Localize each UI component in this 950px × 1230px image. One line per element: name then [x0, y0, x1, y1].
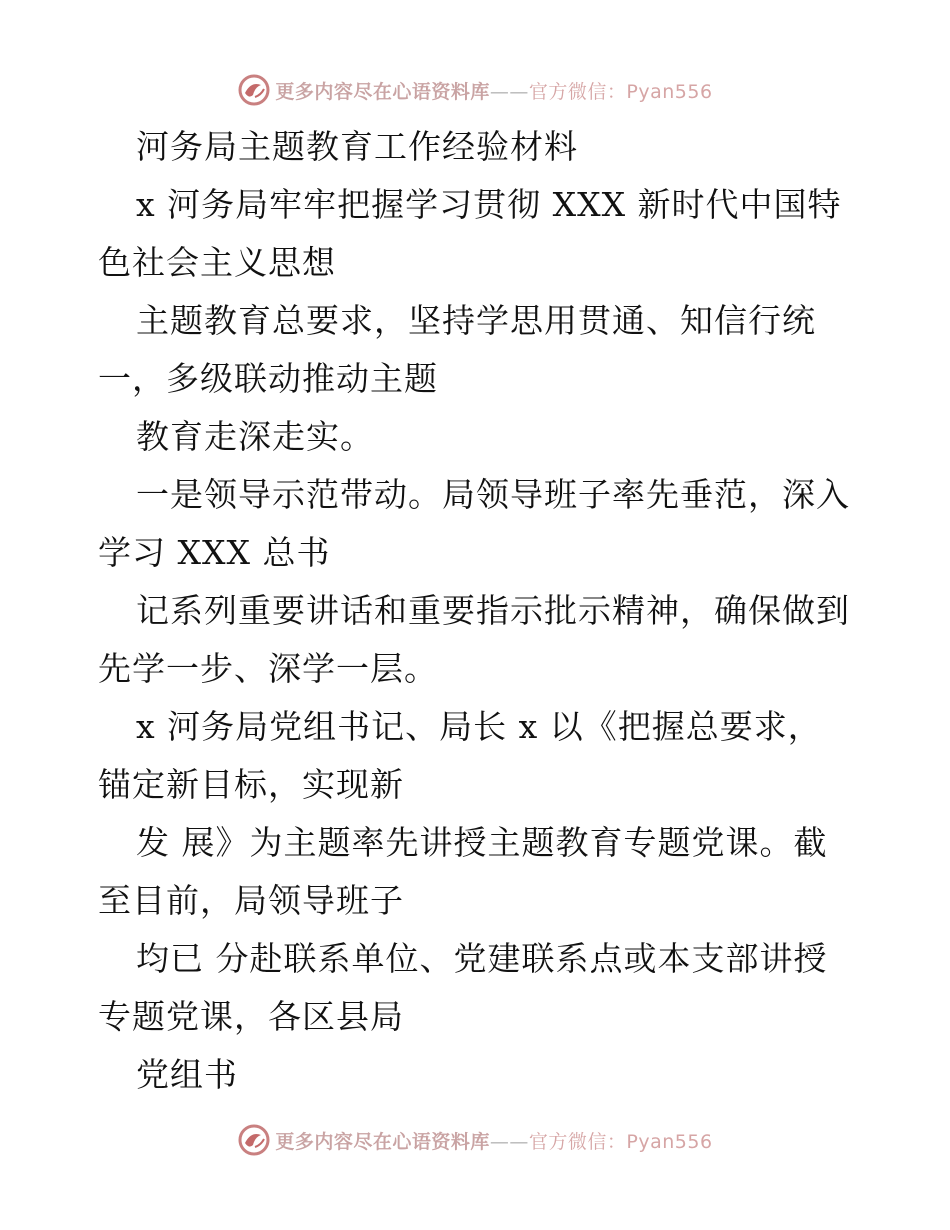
paragraph-line: 主题教育总要求，坚持学思用贯通、知信行统 [136, 301, 816, 340]
paragraph-line: 均已 分赴联系单位、党建联系点或本支部讲授 [136, 939, 828, 978]
footer-watermark-banner [0, 1120, 950, 1160]
paragraph-line: 至目前，局领导班子 [98, 881, 404, 920]
paragraph-line: 记系列重要讲话和重要指示批示精神，确保做到 [136, 591, 850, 630]
header-watermark-suffix: 官方微信：Pyan556 [528, 80, 713, 103]
paragraph-line: 发 展》为主题率先讲授主题教育专题党课。截 [136, 823, 828, 862]
paragraph-line: 党组书 [136, 1055, 238, 1094]
paragraph-line: 一是领导示范带动。局领导班子率先垂范，深入 [136, 475, 850, 514]
footer-watermark-main: 更多内容尽在心语资料库 [275, 1130, 490, 1153]
document-title: 河务局主题教育工作经验材料 [136, 127, 578, 166]
paragraph-line: x 河务局牢牢把握学习贯彻 XXX 新时代中国特 [136, 185, 842, 224]
header-watermark-main: 更多内容尽在心语资料库 [275, 80, 490, 103]
document-body [98, 118, 858, 1104]
header-watermark-text [275, 77, 712, 104]
paragraph-line: 锚定新目标，实现新 [98, 765, 404, 804]
footer-watermark-suffix: 官方微信：Pyan556 [528, 1130, 713, 1153]
swirl-seal-logo-icon [237, 73, 271, 107]
paragraph-line: 色社会主义思想 [98, 243, 336, 282]
paragraph-line: 学习 XXX 总书 [98, 533, 331, 572]
paragraph-line: x 河务局党组书记、局长 x 以《把握总要求， [136, 707, 822, 746]
paragraph-line: 一，多级联动推动主题 [98, 359, 438, 398]
swirl-seal-logo-icon [237, 1123, 271, 1157]
paragraph-line: 教育走深走实。 [136, 417, 374, 456]
header-watermark-banner [0, 70, 950, 110]
footer-watermark-text [275, 1127, 712, 1154]
paragraph-line: 先学一步、深学一层。 [98, 649, 438, 688]
header-watermark-separator: —— [489, 80, 529, 103]
footer-watermark-separator: —— [489, 1130, 529, 1153]
paragraph-line: 专题党课，各区县局 [98, 997, 404, 1036]
